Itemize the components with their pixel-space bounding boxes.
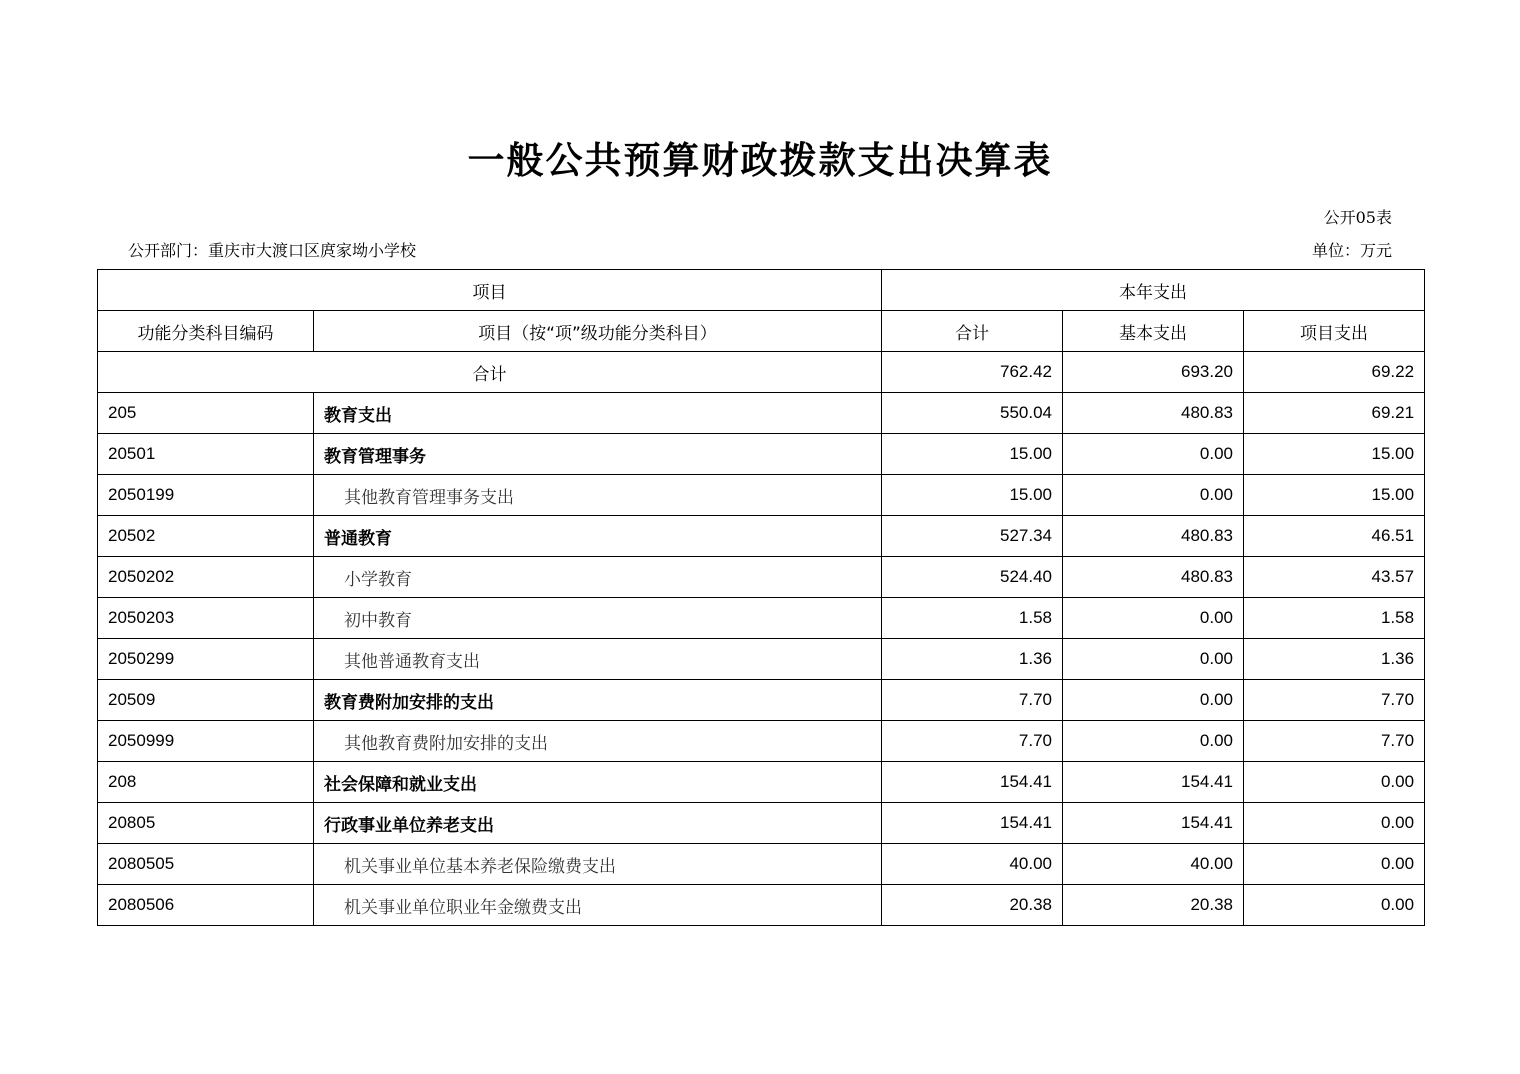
row-project: 0.00 bbox=[1244, 885, 1425, 926]
row-name: 初中教育 bbox=[314, 598, 882, 639]
table-row bbox=[98, 639, 1425, 680]
table-row bbox=[98, 844, 1425, 885]
table-row bbox=[98, 393, 1425, 434]
row-project: 0.00 bbox=[1244, 762, 1425, 803]
row-total: 154.41 bbox=[882, 803, 1063, 844]
row-project: 43.57 bbox=[1244, 557, 1425, 598]
header-item: 项目（按“项”级功能分类科目） bbox=[314, 311, 882, 352]
header-code: 功能分类科目编码 bbox=[98, 311, 314, 352]
row-total: 154.41 bbox=[882, 762, 1063, 803]
total-basic: 693.20 bbox=[1063, 352, 1244, 393]
row-code: 2050199 bbox=[98, 475, 314, 516]
row-project: 46.51 bbox=[1244, 516, 1425, 557]
table-row bbox=[98, 434, 1425, 475]
row-code: 208 bbox=[98, 762, 314, 803]
row-project: 7.70 bbox=[1244, 680, 1425, 721]
row-total: 15.00 bbox=[882, 434, 1063, 475]
row-name: 教育支出 bbox=[314, 393, 882, 434]
page-title: 一般公共预算财政拨款支出决算表 bbox=[467, 139, 1053, 182]
row-name: 教育费附加安排的支出 bbox=[314, 680, 882, 721]
row-total: 7.70 bbox=[882, 680, 1063, 721]
row-total: 40.00 bbox=[882, 844, 1063, 885]
total-row bbox=[98, 352, 1425, 393]
header-row-2 bbox=[98, 311, 1425, 352]
row-project: 69.21 bbox=[1244, 393, 1425, 434]
total-total: 762.42 bbox=[882, 352, 1063, 393]
row-name: 行政事业单位养老支出 bbox=[314, 803, 882, 844]
row-project: 15.00 bbox=[1244, 434, 1425, 475]
row-name: 社会保障和就业支出 bbox=[314, 762, 882, 803]
row-basic: 480.83 bbox=[1063, 516, 1244, 557]
row-basic: 0.00 bbox=[1063, 639, 1244, 680]
row-name: 其他普通教育支出 bbox=[314, 639, 882, 680]
budget-table bbox=[97, 269, 1425, 926]
row-name: 其他教育费附加安排的支出 bbox=[314, 721, 882, 762]
row-total: 527.34 bbox=[882, 516, 1063, 557]
row-name: 机关事业单位职业年金缴费支出 bbox=[314, 885, 882, 926]
row-total: 20.38 bbox=[882, 885, 1063, 926]
row-code: 20501 bbox=[98, 434, 314, 475]
row-code: 20509 bbox=[98, 680, 314, 721]
row-project: 15.00 bbox=[1244, 475, 1425, 516]
row-code: 2050299 bbox=[98, 639, 314, 680]
table-row bbox=[98, 762, 1425, 803]
row-total: 1.58 bbox=[882, 598, 1063, 639]
row-basic: 0.00 bbox=[1063, 434, 1244, 475]
row-basic: 154.41 bbox=[1063, 803, 1244, 844]
row-code: 2050999 bbox=[98, 721, 314, 762]
table-row bbox=[98, 803, 1425, 844]
table-row bbox=[98, 516, 1425, 557]
table-row bbox=[98, 680, 1425, 721]
form-number: 公开05表 bbox=[1323, 208, 1392, 227]
table-row bbox=[98, 557, 1425, 598]
total-label: 合计 bbox=[98, 352, 882, 393]
row-basic: 0.00 bbox=[1063, 598, 1244, 639]
row-name: 机关事业单位基本养老保险缴费支出 bbox=[314, 844, 882, 885]
header-row-1 bbox=[98, 270, 1425, 311]
row-total: 7.70 bbox=[882, 721, 1063, 762]
header-project-exp: 项目支出 bbox=[1244, 311, 1425, 352]
row-total: 15.00 bbox=[882, 475, 1063, 516]
row-code: 2080505 bbox=[98, 844, 314, 885]
row-basic: 0.00 bbox=[1063, 475, 1244, 516]
row-basic: 40.00 bbox=[1063, 844, 1244, 885]
row-basic: 20.38 bbox=[1063, 885, 1244, 926]
header-total: 合计 bbox=[882, 311, 1063, 352]
row-total: 550.04 bbox=[882, 393, 1063, 434]
row-name: 普通教育 bbox=[314, 516, 882, 557]
row-code: 2050203 bbox=[98, 598, 314, 639]
row-name: 教育管理事务 bbox=[314, 434, 882, 475]
table-row bbox=[98, 885, 1425, 926]
header-basic: 基本支出 bbox=[1063, 311, 1244, 352]
row-code: 2080506 bbox=[98, 885, 314, 926]
row-basic: 0.00 bbox=[1063, 721, 1244, 762]
row-project: 0.00 bbox=[1244, 803, 1425, 844]
row-project: 1.36 bbox=[1244, 639, 1425, 680]
row-code: 2050202 bbox=[98, 557, 314, 598]
row-name: 小学教育 bbox=[314, 557, 882, 598]
header-this-year: 本年支出 bbox=[882, 270, 1425, 311]
department-label: 公开部门：重庆市大渡口区庹家坳小学校 bbox=[128, 241, 417, 260]
header-project: 项目 bbox=[98, 270, 882, 311]
row-code: 205 bbox=[98, 393, 314, 434]
row-basic: 480.83 bbox=[1063, 557, 1244, 598]
table-row bbox=[98, 721, 1425, 762]
unit-label: 单位：万元 bbox=[1311, 241, 1392, 260]
row-project: 7.70 bbox=[1244, 721, 1425, 762]
row-basic: 0.00 bbox=[1063, 680, 1244, 721]
row-basic: 154.41 bbox=[1063, 762, 1244, 803]
row-project: 1.58 bbox=[1244, 598, 1425, 639]
row-project: 0.00 bbox=[1244, 844, 1425, 885]
row-code: 20805 bbox=[98, 803, 314, 844]
row-name: 其他教育管理事务支出 bbox=[314, 475, 882, 516]
row-code: 20502 bbox=[98, 516, 314, 557]
row-total: 1.36 bbox=[882, 639, 1063, 680]
table-row bbox=[98, 598, 1425, 639]
table-row bbox=[98, 475, 1425, 516]
total-project: 69.22 bbox=[1244, 352, 1425, 393]
row-total: 524.40 bbox=[882, 557, 1063, 598]
row-basic: 480.83 bbox=[1063, 393, 1244, 434]
